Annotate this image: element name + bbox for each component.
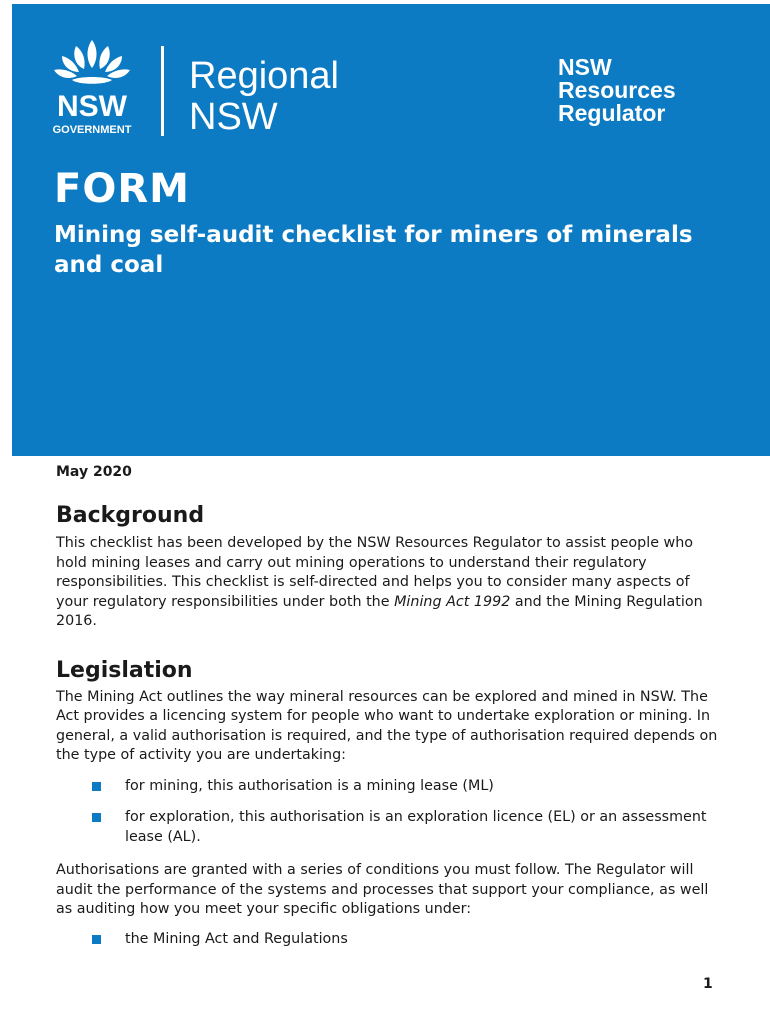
list-item-text: for mining, this authorisation is a mining lease (ML) bbox=[125, 777, 494, 794]
legislation-heading: Legislation bbox=[56, 657, 193, 683]
background-heading: Background bbox=[56, 503, 205, 528]
background-paragraph bbox=[56, 534, 720, 632]
list-item bbox=[56, 777, 720, 797]
publication-date: May 2020 bbox=[56, 464, 132, 480]
square-bullet-icon bbox=[92, 813, 101, 822]
regulator-line-2: Resources bbox=[558, 77, 676, 103]
list-item-text: for exploration, this authorisation is an exploration licence (EL) or an assessment lease (AL). bbox=[125, 809, 707, 845]
mining-act-reference: Mining Act 1992 bbox=[394, 593, 511, 610]
logo-divider bbox=[161, 46, 164, 136]
regional-line-2: NSW bbox=[189, 96, 278, 138]
nsw-logo-text: NSW bbox=[57, 90, 127, 123]
regional-nsw-logo bbox=[189, 56, 339, 138]
list-item bbox=[56, 808, 720, 847]
authorisations-paragraph: Authorisations are granted with a series of conditions you must follow. The Regulator will audit the performance of the systems and processes that support your compliance, as well as auditing how you meet your specific obligations under: bbox=[56, 862, 709, 917]
cover-banner bbox=[12, 4, 770, 456]
obligations-list bbox=[56, 930, 720, 950]
nsw-government-logo bbox=[42, 38, 142, 138]
regulator-line-3: Regulator bbox=[558, 100, 666, 126]
form-label: FORM bbox=[54, 166, 190, 212]
government-logo-text: GOVERNMENT bbox=[52, 124, 132, 136]
legislation-intro: The Mining Act outlines the way mineral resources can be explored and mined in NSW. The Act provides a licencing system for people who want to undertake exploration or mining. In general, a valid authorisation is required, and the type of authorisation required depends on the type of activity you are undertaking: bbox=[56, 688, 718, 763]
list-item bbox=[56, 930, 720, 950]
authorisation-list bbox=[56, 777, 720, 848]
background-text-part1: This checklist has been developed by the NSW Resources Regulator to assist people who hold mining leases and carry out mining operations to understand their regulatory responsibilities. This checklist is self-directed and helps you to consider many aspects of your regulatory responsibilities under both the bbox=[56, 535, 694, 610]
square-bullet-icon bbox=[92, 782, 101, 791]
page-number: 1 bbox=[703, 976, 713, 992]
regulator-line-1: NSW bbox=[558, 54, 612, 80]
waratah-flower-icon bbox=[54, 40, 130, 84]
document-body bbox=[56, 462, 720, 949]
list-item-text: the Mining Act and Regulations bbox=[125, 930, 348, 947]
square-bullet-icon bbox=[92, 935, 101, 944]
nsw-resources-regulator-logo bbox=[558, 56, 676, 125]
document-title: Mining self-audit checklist for miners of minerals and coal bbox=[54, 222, 693, 278]
regional-line-1: Regional bbox=[189, 55, 339, 97]
background-text-part2: and the Mining Regulation 2016. bbox=[56, 593, 703, 629]
